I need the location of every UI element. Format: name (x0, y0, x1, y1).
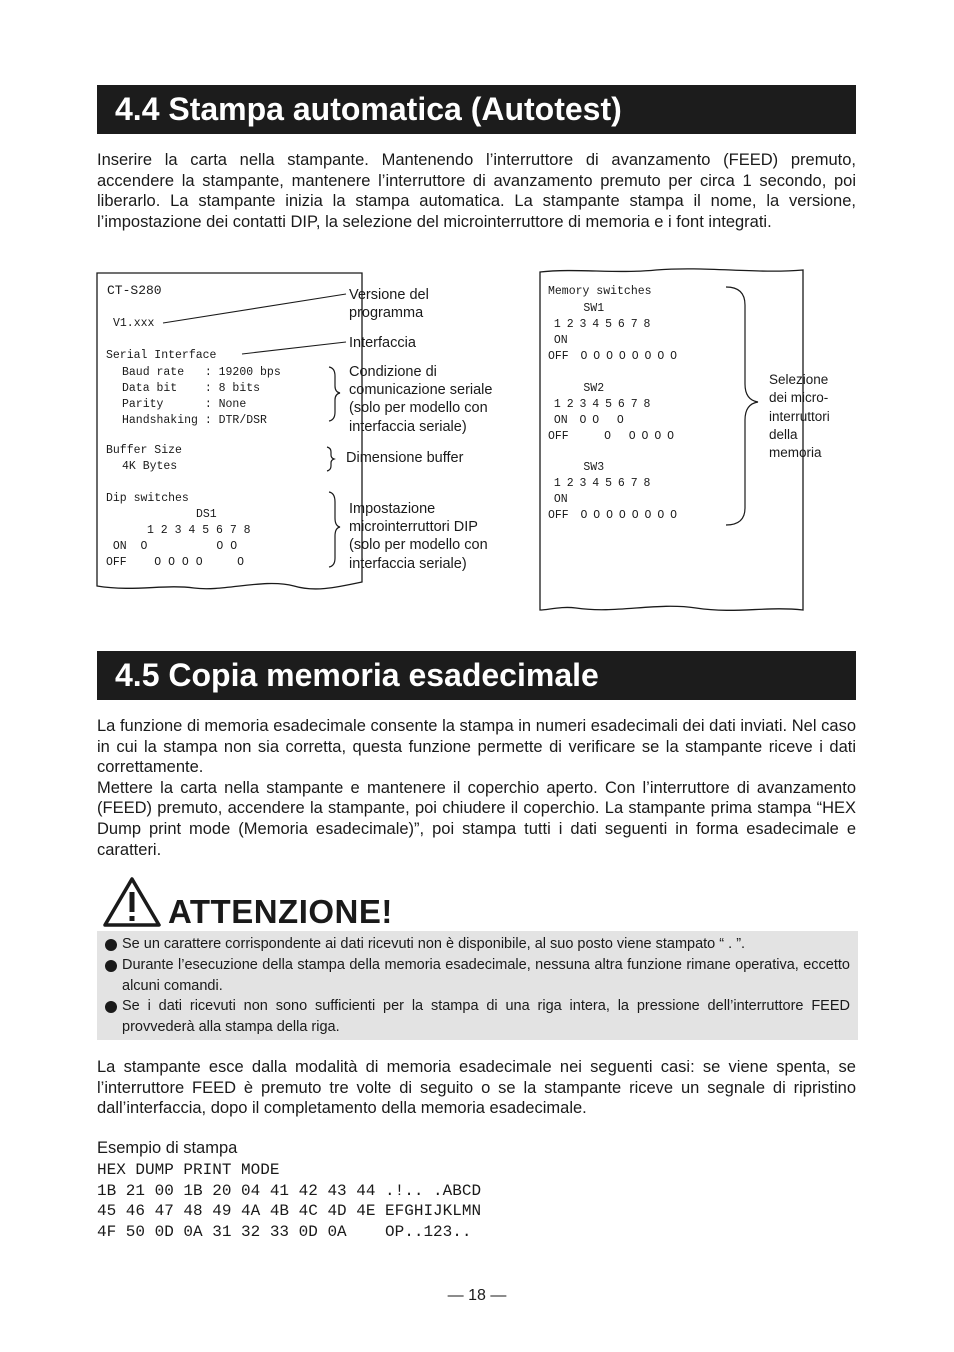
warning-triangle-icon (102, 876, 162, 928)
exit-conditions-text: La stampante esce dalla modalità di memoria esadecimale nei seguenti casi: se viene spenta, se l’interruttore FEED è premuto tre volte di seguito o se la stampante riceve un segnale di ripristino dall’interfaccia, dopo il completamento della memoria esadecimale. (97, 1058, 856, 1118)
printout-dip-numbers: 1 2 3 4 5 6 7 8 (147, 524, 251, 537)
callout-buffer: Dimensione buffer (346, 450, 464, 466)
bullet-icon (105, 939, 117, 951)
intro-text: Inserire la carta nella stampante. Mantenendo l’interruttore di avanzamento (FEED) premuto, accendere la stampante, mantenere l’interruttore di avanzamento premuto per circa 1 secondo, poi liberarlo. La stampante inizia la stampa automatica. La stampante stampa il nome, la versione, l’impostazione dei contatti DIP, la selezione del microinterruttore di memoria e i font integrati. (97, 151, 856, 231)
section-4-5-title: 4.5 Copia memoria esadecimale (97, 651, 856, 700)
example-line-3: 45 46 47 48 49 4A 4B 4C 4D 4E EFGHIJKLMN (97, 1202, 482, 1220)
callout-interface: Interfaccia (349, 335, 416, 351)
warning-item (105, 934, 850, 955)
section-4-5-body (97, 716, 856, 860)
warning-item (105, 996, 850, 1037)
warning-item-text: Se i dati ricevuti non sono sufficienti per la stampa di una riga intera, la pressione dell’interruttore FEED provvederà alla stampa della riga. (122, 998, 850, 1035)
printout-serial-row-1: Baud rate : 19200 bps (122, 366, 281, 379)
printout-dip-off: OFF O O O O O (106, 556, 245, 569)
example-line-4: 4F 50 0D 0A 31 32 33 0D 0A OP..123.. (97, 1223, 472, 1241)
example-label: Esempio di stampa (97, 1139, 238, 1157)
callout-version: Versione del programma (349, 287, 429, 322)
memory-switches-header: Memory switches (548, 285, 652, 298)
bullet-icon (105, 960, 117, 972)
section-4-5-para2: Mettere la carta nella stampante e mantenere il coperchio aperto. Con l’interruttore di avanzamento (FEED) premuto, accendere la stampante, poi chiudere il coperchio. La stampante prima stampa “HEX Dump print mode (Memoria esadecimale)”, poi stampa tutti i dati seguenti in forma esadecimale e caratteri. (97, 778, 856, 859)
printout-version: V1.xxx (113, 317, 155, 330)
callout-memory-switches: Selezione dei micro- interruttori della memoria (769, 372, 830, 461)
printout-buffer-header: Buffer Size (106, 444, 182, 457)
warning-item-text: Durante l’esecuzione della stampa della memoria esadecimale, nessuna altra funzione rimane operativa, eccetto alcuni comandi. (122, 957, 850, 994)
warning-item-text: Se un carattere corrispondente ai dati ricevuti non è disponibile, al suo posto viene stampato “ . ”. (122, 936, 746, 952)
printout-dip-ds1: DS1 (196, 508, 217, 521)
printout-serial-row-3: Parity : None (122, 398, 247, 411)
callout-dip: Impostazione microinterruttori DIP (solo per modello con interfaccia seriale) (349, 501, 488, 572)
example-line-2: 1B 21 00 1B 20 04 41 42 43 44 .!.. .ABCD (97, 1182, 482, 1200)
printout-serial-row-4: Handshaking : DTR/DSR (122, 414, 267, 427)
printout-model: CT-S280 (107, 283, 162, 298)
exit-conditions (97, 1057, 856, 1119)
memory-sw2-block: SW2 1 2 3 4 5 6 7 8 ON O O O OFF O O O O O (548, 382, 675, 443)
example-line-1: HEX DUMP PRINT MODE (97, 1161, 280, 1179)
memory-sw3-block: SW3 1 2 3 4 5 6 7 8 ON OFF O O O O O O O O (548, 461, 678, 522)
printout-dip-on: ON O O O (106, 540, 238, 553)
section-4-5-para1: La funzione di memoria esadecimale consente la stampa in numeri esadecimali dei dati inviati. Nel caso in cui la stampa non sia corretta, questa funzione permette di verificare se la stampante riceve i dati correttamente. (97, 717, 856, 777)
warning-box (97, 931, 858, 1040)
bullet-icon (105, 1001, 117, 1013)
callout-serial: Condizione di comunicazione seriale (solo per modello con interfaccia seriale) (349, 364, 493, 435)
section-4-4-title: 4.4 Stampa automatica (Autotest) (97, 85, 856, 134)
page-number: — 18 — (447, 1287, 507, 1304)
printout-buffer-value: 4K Bytes (122, 460, 178, 473)
printout-serial-header: Serial Interface (106, 349, 217, 362)
printout-serial-row-2: Data bit : 8 bits (122, 382, 261, 395)
warning-item (105, 955, 850, 996)
warning-title: ATTENZIONE! (168, 893, 393, 930)
memory-sw1-block: SW1 1 2 3 4 5 6 7 8 ON OFF O O O O O O O O (548, 302, 678, 363)
printout-dip-header: Dip switches (106, 492, 189, 505)
